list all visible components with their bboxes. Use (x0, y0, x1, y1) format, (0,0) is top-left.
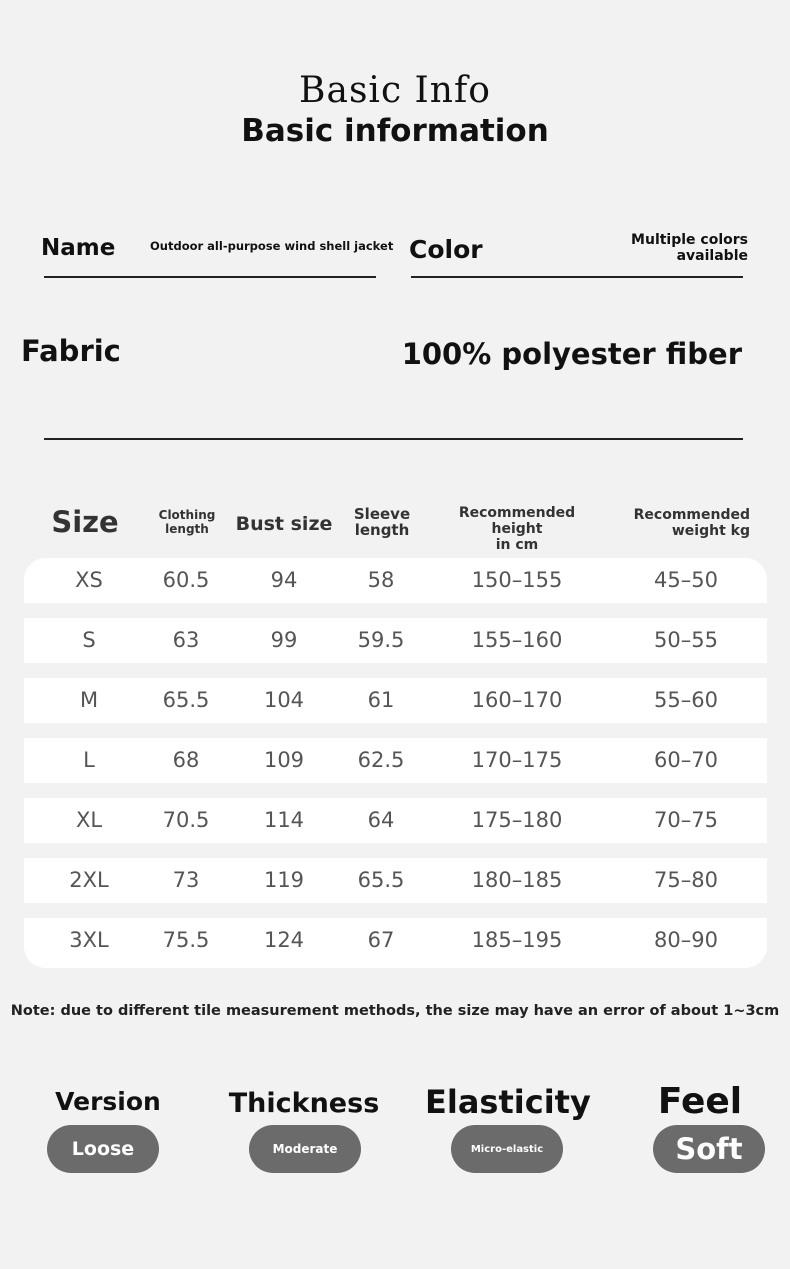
table-row (24, 738, 767, 783)
cell-sleeve-length: 65.5 (357, 868, 405, 892)
cell-clothing-length: 73 (172, 868, 200, 892)
elasticity-badge: Micro-elastic (451, 1125, 563, 1173)
header-recommended-weight (618, 507, 750, 539)
cell-bust-size: 94 (270, 568, 298, 592)
cell-sleeve-length: 67 (367, 928, 395, 952)
cell-recommended-weight: 45–50 (654, 568, 718, 592)
header-bust-size: Bust size (235, 513, 333, 535)
row-separator (24, 723, 767, 738)
name-value: Outdoor all-purpose wind shell jacket (150, 239, 394, 253)
cell-clothing-length: 65.5 (162, 688, 210, 712)
cell-bust-size: 104 (263, 688, 305, 712)
color-value-line-1: Multiple colors (631, 232, 748, 248)
color-divider (411, 276, 743, 278)
page-title: Basic Info (299, 70, 491, 111)
version-label: Version (55, 1087, 161, 1116)
table-row (24, 858, 767, 903)
cell-sleeve-length: 64 (367, 808, 395, 832)
cell-size: 2XL (69, 868, 109, 892)
cell-sleeve-length: 59.5 (357, 628, 405, 652)
cell-clothing-length: 70.5 (162, 808, 210, 832)
row-separator (24, 663, 767, 678)
cell-bust-size: 99 (270, 628, 298, 652)
cell-bust-size: 124 (263, 928, 305, 952)
cell-size: 3XL (69, 928, 109, 952)
cell-bust-size: 109 (263, 748, 305, 772)
row-separator (24, 903, 767, 918)
header-clothing-length (147, 508, 227, 536)
header-sleeve-length-line-1: Sleeve (353, 505, 411, 523)
cell-recommended-height: 150–155 (471, 568, 563, 592)
table-row (24, 678, 767, 723)
cell-bust-size: 119 (263, 868, 305, 892)
cell-recommended-weight: 50–55 (654, 628, 718, 652)
size-note: Note: due to different tile measurement methods, the size may have an error of about 1~3cm (10, 1003, 780, 1019)
thickness-label: Thickness (228, 1088, 380, 1119)
header-recommended-weight-line-2: weight kg (671, 523, 750, 539)
cell-recommended-height: 180–185 (471, 868, 563, 892)
cell-recommended-height: 185–195 (471, 928, 563, 952)
cell-size: L (83, 748, 95, 772)
cell-size: XS (75, 568, 103, 592)
cell-bust-size: 114 (263, 808, 305, 832)
size-table (24, 558, 767, 968)
page-subtitle: Basic information (241, 113, 549, 149)
header-recommended-height-line-2: in cm (495, 537, 539, 553)
cell-recommended-height: 160–170 (471, 688, 563, 712)
color-value-line-2: available (676, 248, 748, 264)
header-recommended-weight-line-1: Recommended (633, 507, 750, 523)
cell-recommended-weight: 55–60 (654, 688, 718, 712)
row-separator (24, 843, 767, 858)
elasticity-label: Elasticity (425, 1083, 591, 1121)
fabric-value: 100% polyester fiber (401, 337, 742, 371)
header-sleeve-length (340, 506, 424, 538)
table-row (24, 798, 767, 843)
color-label: Color (409, 235, 483, 264)
cell-recommended-weight: 70–75 (654, 808, 718, 832)
cell-recommended-height: 175–180 (471, 808, 563, 832)
thickness-badge: Moderate (249, 1125, 361, 1173)
fabric-label: Fabric (21, 334, 121, 368)
table-row (24, 618, 767, 663)
header-recommended-height-line-1: Recommended height (458, 505, 576, 537)
cell-size: XL (75, 808, 103, 832)
cell-sleeve-length: 58 (367, 568, 395, 592)
header-clothing-length-line-1: Clothing (158, 508, 216, 522)
cell-sleeve-length: 61 (367, 688, 395, 712)
cell-recommended-weight: 75–80 (654, 868, 718, 892)
color-value (588, 232, 748, 264)
feel-label: Feel (657, 1081, 743, 1122)
table-row (24, 918, 767, 968)
header-recommended-height (432, 505, 602, 553)
feel-badge: Soft (653, 1125, 765, 1173)
cell-recommended-weight: 80–90 (654, 928, 718, 952)
cell-clothing-length: 60.5 (162, 568, 210, 592)
cell-size: M (79, 688, 99, 712)
row-separator (24, 783, 767, 798)
version-badge: Loose (47, 1125, 159, 1173)
fabric-divider (44, 438, 743, 440)
header-clothing-length-line-2: length (165, 522, 209, 536)
row-separator (24, 603, 767, 618)
cell-recommended-height: 170–175 (471, 748, 563, 772)
table-row (24, 558, 767, 603)
cell-size: S (82, 628, 96, 652)
cell-recommended-height: 155–160 (471, 628, 563, 652)
name-label: Name (41, 235, 116, 261)
header-size: Size (51, 505, 119, 539)
cell-clothing-length: 68 (172, 748, 200, 772)
header-sleeve-length-line-2: length (354, 521, 410, 539)
cell-recommended-weight: 60–70 (654, 748, 718, 772)
name-divider (44, 276, 376, 278)
cell-clothing-length: 63 (172, 628, 200, 652)
cell-clothing-length: 75.5 (162, 928, 210, 952)
cell-sleeve-length: 62.5 (357, 748, 405, 772)
